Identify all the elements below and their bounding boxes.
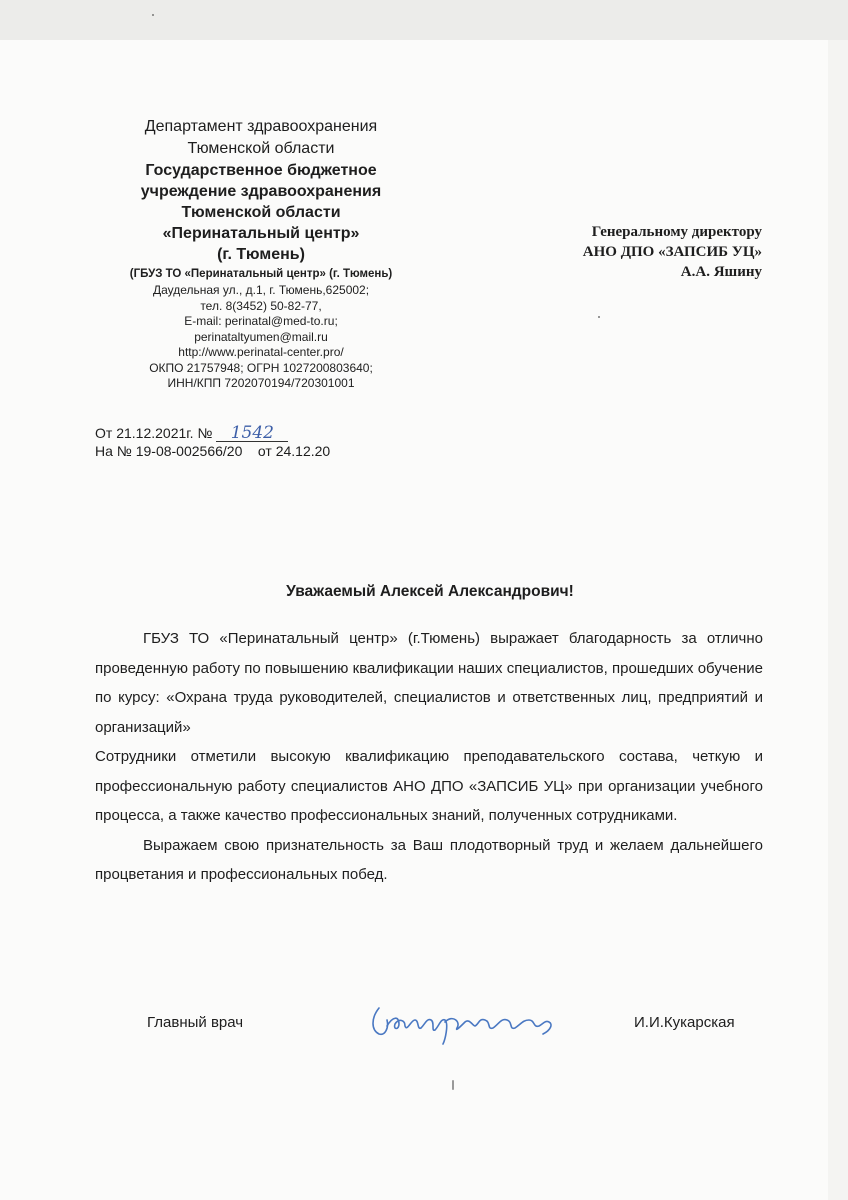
scan-speck: [598, 316, 600, 318]
signatory-title: Главный врач: [147, 1014, 244, 1031]
organization-name-line: Государственное бюджетное: [145, 162, 377, 179]
addressee-block: [462, 222, 762, 282]
outgoing-reference: [95, 424, 330, 460]
organization-name-line: Тюменской области: [181, 204, 341, 221]
body-paragraph-feedback: Сотрудники отметили высокую квалификацию преподавательского состава, четкую и профессиональную работу специалистов АНО ДПО «ЗАПСИБ УЦ» при организации учебного процесса, а также качество профессиональных знаний, полученных сотрудниками.: [95, 748, 763, 824]
organization-name-line: учреждение здравоохранения: [140, 183, 382, 200]
organization-name-line: «Перинатальный центр»: [162, 225, 360, 242]
contact-phone: тел. 8(3452) 50-82-77,: [200, 298, 322, 313]
organization-short-name: (ГБУЗ ТО «Перинатальный центр» (г. Тюмень): [129, 268, 393, 280]
scan-speck: [452, 1080, 454, 1090]
handwritten-signature: [365, 990, 565, 1050]
body-paragraph-gratitude: ГБУЗ ТО «Перинатальный центр» (г.Тюмень) выражает благодарность за отлично проведенную работу по повышению квалификации наших специалистов, прошедших обучение по курсу: «Охрана труда руководителей, специалистов и ответственных лиц, предприятий и организаций»: [95, 630, 763, 736]
body-paragraph-wishes: Выражаем свою признательность за Ваш плодотворный труд и желаем дальнейшего процветания и профессиональных побед.: [95, 836, 763, 883]
tax-codes: ИНН/КПП 7202070194/720301001: [167, 376, 355, 390]
reply-prefix: На №: [95, 443, 132, 459]
contact-website: http://www.perinatal-center.pro/: [178, 345, 344, 359]
addressee-position: Генеральному директору: [591, 224, 762, 240]
salutation: Уважаемый Алексей Александрович!: [286, 583, 574, 600]
contact-email: E-mail: perinatal@med-to.ru;: [184, 314, 338, 328]
addressee-organization: АНО ДПО «ЗАПСИБ УЦ»: [582, 244, 762, 260]
handwritten-number: 1542: [216, 426, 288, 442]
registration-codes: ОКПО 21757948; ОГРН 1027200803640;: [149, 360, 373, 375]
scan-background-top: [0, 0, 848, 40]
department-region: Тюменской области: [187, 140, 335, 157]
letter-body: [95, 624, 763, 890]
reply-date: 24.12.20: [275, 443, 331, 459]
signatory-name: И.И.Кукарская: [634, 1014, 735, 1031]
contact-email-alt: perinataltyumen@mail.ru: [194, 329, 328, 344]
letterhead: [96, 116, 426, 392]
scan-speck: [152, 14, 154, 16]
reply-number: 19-08-002566/20: [135, 443, 243, 459]
outgoing-number-row: [95, 424, 330, 442]
organization-name-line: (г. Тюмень): [217, 246, 305, 263]
reply-reference-row: [95, 442, 330, 460]
addressee-name: А.А. Яшину: [680, 264, 762, 280]
contact-address: Даудельная ул., д.1, г. Тюмень,625002;: [152, 283, 370, 297]
department-name: Департамент здравоохранения: [144, 118, 378, 135]
reply-date-prefix: от: [257, 443, 272, 459]
outgoing-date-label: От 21.12.2021г. №: [95, 425, 213, 441]
